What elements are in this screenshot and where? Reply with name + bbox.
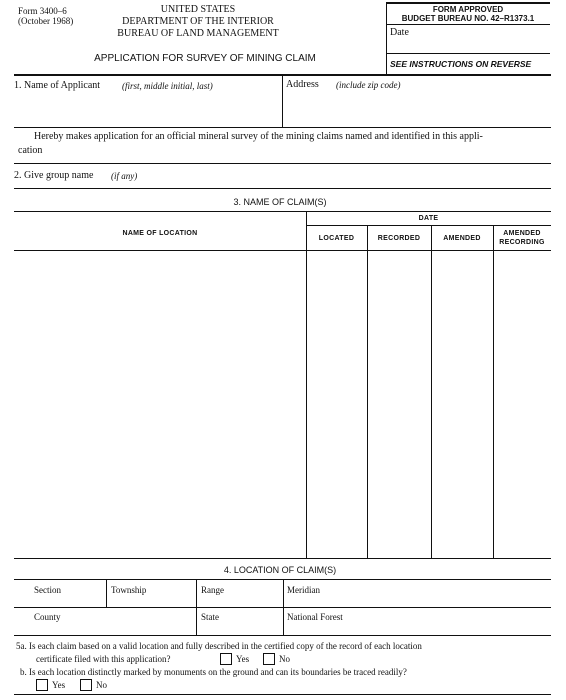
q5a-yes-label: Yes [236,654,250,664]
address-label: Address [286,79,319,90]
meridian-field[interactable] [284,580,550,607]
q5a-no-label: No [279,654,290,664]
claims-table-bottom [14,558,551,559]
q5b-yes-checkbox[interactable] [36,679,48,691]
header-box-divider [386,2,387,74]
range-label: Range [201,585,224,595]
form-date: (October 1968) [18,16,74,26]
question-5-rule [14,694,551,695]
claims-recorded-area[interactable] [368,251,430,557]
address-field[interactable] [284,76,550,126]
question-5a-line-1: 5a. Is each claim based on a valid location and fully described in the certified copy of the record of each location [16,641,422,651]
located-header: LOCATED [318,235,355,242]
applicant-label: 1. Name of Applicant [14,80,101,91]
claims-name-area[interactable] [14,251,305,557]
claims-amended-area[interactable] [432,251,492,557]
group-name-hint: (if any) [111,171,138,181]
township-field[interactable] [107,580,195,607]
q5a-no-checkbox[interactable] [263,653,275,665]
location-section-title: 4. LOCATION OF CLAIM(S) [223,565,337,575]
applicant-hint: (first, middle initial, last) [122,81,213,91]
form-number: Form 3400–6 [18,6,67,16]
group-name-label: 2. Give group name [14,170,94,181]
statement-line-1: Hereby makes application for an official mineral survey of the mining claims named and identified in this appli- [34,131,483,142]
amended-header: AMENDED [443,235,481,242]
statement-rule [14,163,551,164]
date-group-rule [306,225,551,226]
amended-recording-header-2: RECORDING [499,239,545,246]
group-name-field[interactable] [14,165,550,187]
county-label: County [34,612,61,622]
range-field[interactable] [197,580,282,607]
claims-section-title: 3. NAME OF CLAIM(S) [233,197,327,207]
location-table-bottom [14,635,551,636]
address-hint: (include zip code) [336,80,401,90]
recorded-header: RECORDED [377,235,421,242]
claims-amended-recording-area[interactable] [494,251,550,557]
instructions-note: SEE INSTRUCTIONS ON REVERSE [390,59,532,69]
applicant-name-field[interactable] [14,76,282,126]
approved-line-1: FORM APPROVED [432,5,504,14]
amended-recording-header-1: AMENDED [503,230,541,237]
claims-located-area[interactable] [307,251,366,557]
date-label: Date [390,27,409,38]
approved-line-2: BUDGET BUREAU NO. 42–R1373.1 [401,14,535,23]
national-forest-label: National Forest [287,612,343,622]
section-label: Section [34,585,61,595]
statement-line-2: cation [18,145,43,156]
agency-line-2: DEPARTMENT OF THE INTERIOR [122,16,274,27]
header-box-rule-2 [386,53,550,54]
agency-line-3: BUREAU OF LAND MANAGEMENT [117,28,279,39]
header-box-rule-1 [386,24,550,25]
section2-rule [14,188,551,189]
section-field[interactable] [14,580,106,607]
claims-table-top [14,211,551,212]
q5a-yes-checkbox[interactable] [220,653,232,665]
name-of-location-header: NAME OF LOCATION [122,230,198,237]
county-field[interactable] [14,608,195,635]
q5b-no-checkbox[interactable] [80,679,92,691]
question-5a-line-2: certificate filed with this application? [36,654,171,664]
question-5b: b. Is each location distinctly marked by monuments on the ground and can its boundaries be traced readily? [20,667,407,677]
q5b-no-label: No [96,680,107,690]
q5b-yes-label: Yes [52,680,66,690]
state-label: State [201,612,219,622]
township-label: Township [111,585,147,595]
section1-rule [14,127,551,128]
form-title: APPLICATION FOR SURVEY OF MINING CLAIM [94,53,316,64]
agency-line-1: UNITED STATES [160,4,236,15]
state-field[interactable] [197,608,282,635]
section1-divider [282,75,283,127]
header-box-top [386,2,550,4]
meridian-label: Meridian [287,585,320,595]
date-group-header: DATE [418,215,439,222]
national-forest-field[interactable] [284,608,550,635]
